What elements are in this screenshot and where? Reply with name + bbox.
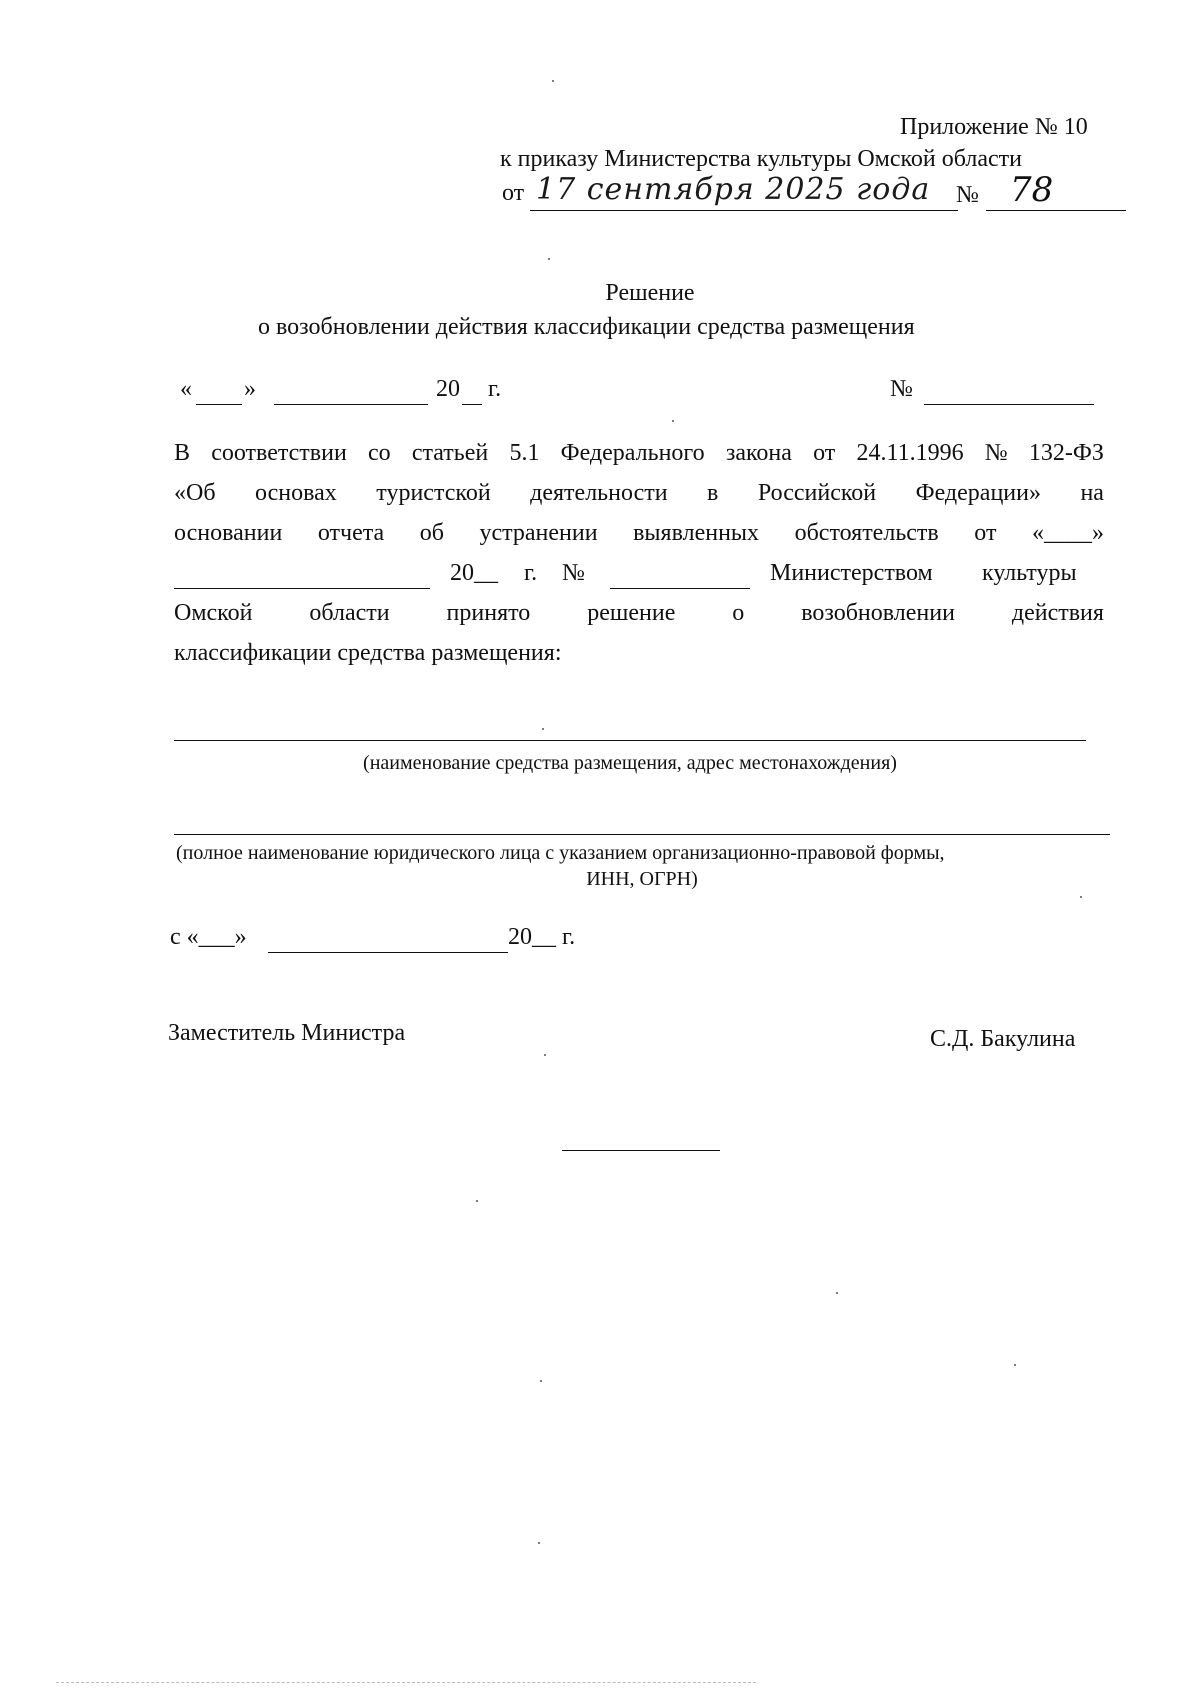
word: 5.1: [509, 440, 540, 466]
order-reference: к приказу Министерства культуры Омской области: [500, 146, 1022, 172]
word: обстоятельств: [794, 520, 939, 546]
year-suffix: г.: [488, 376, 502, 402]
word: закона: [725, 440, 792, 466]
decision-number-label: №: [890, 376, 913, 402]
word: со: [368, 440, 391, 466]
year-blank: [462, 404, 482, 405]
word: туристской: [376, 480, 491, 506]
word: о: [732, 600, 745, 626]
report-number-blank: [610, 588, 750, 589]
word: основании: [174, 520, 283, 546]
word: соответствии: [211, 440, 347, 466]
scan-speck: [548, 258, 550, 260]
scan-speck: [672, 420, 674, 422]
handwritten-number: 78: [1010, 170, 1054, 210]
word: деятельности: [530, 480, 668, 506]
word: основах: [255, 480, 337, 506]
word: отчета: [317, 520, 385, 546]
body-line-1: [174, 440, 1104, 467]
effective-date-blank: [268, 952, 508, 953]
scan-speck: [836, 1292, 838, 1294]
body-line-2: [174, 480, 1104, 507]
word: об: [419, 520, 444, 546]
scan-speck: [1014, 1364, 1016, 1366]
word: Омской: [174, 600, 253, 626]
word: действия: [1011, 600, 1104, 626]
scan-speck: [552, 80, 554, 82]
word: принято: [446, 600, 531, 626]
word: устранении: [479, 520, 598, 546]
word: В: [174, 440, 191, 466]
closing-separator: [562, 1150, 720, 1151]
word: области: [309, 600, 390, 626]
word: Российской: [757, 480, 877, 506]
word: 24.11.1996: [856, 440, 964, 466]
facility-caption: (наименование средства размещения, адрес местонахождения): [363, 752, 897, 774]
word: 132-ФЗ: [1028, 440, 1104, 466]
signatory-name: С.Д. Бакулина: [930, 1026, 1076, 1052]
date-prefix: от: [502, 180, 525, 206]
document-subtitle: о возобновлении действия классификации средства размещения: [258, 314, 915, 340]
scan-speck: [540, 1380, 542, 1382]
word: Федерального: [560, 440, 705, 466]
effective-date-year: 20__ г.: [508, 924, 576, 950]
ministry-word: Министерством: [770, 560, 933, 586]
word: «Об: [174, 480, 216, 506]
word: «____»: [1031, 520, 1104, 546]
word: в: [707, 480, 719, 506]
word: возобновлении: [801, 600, 955, 626]
number-underline: [986, 210, 1126, 211]
decision-number-blank: [924, 404, 1094, 405]
month-blank: [274, 404, 428, 405]
scan-speck: [1080, 896, 1082, 898]
scan-speck: [538, 1542, 540, 1544]
word: на: [1080, 480, 1104, 506]
document-title: Решение: [605, 280, 695, 306]
body-line-3: [174, 520, 1104, 547]
word: выявленных: [633, 520, 760, 546]
appendix-label: Приложение № 10: [900, 114, 1088, 140]
year-prefix: 20: [436, 376, 460, 402]
effective-date-prefix: с «___»: [170, 924, 247, 950]
word: Федерации»: [915, 480, 1041, 506]
word: решение: [587, 600, 676, 626]
facility-blank: [174, 740, 1086, 741]
word: от: [813, 440, 836, 466]
report-year: 20__: [450, 560, 498, 586]
day-blank: [196, 404, 242, 405]
scan-speck: [476, 1200, 478, 1202]
report-date-blank: [174, 588, 430, 589]
body-line-6: классификации средства размещения:: [174, 640, 562, 666]
scan-speck: [544, 1054, 546, 1056]
legal-entity-caption-line-2: ИНН, ОГРН): [586, 868, 698, 890]
signatory-position: Заместитель Министра: [168, 1020, 406, 1046]
word: статьей: [411, 440, 489, 466]
date-open-quote: «: [180, 376, 192, 402]
scan-speck: [542, 728, 544, 730]
report-number-label: №: [562, 560, 585, 586]
scan-edge-artifact: [56, 1682, 756, 1683]
word: №: [984, 440, 1008, 466]
handwritten-date: 17 сентября 2025 года: [536, 172, 931, 207]
culture-word: культуры: [982, 560, 1077, 586]
date-underline: [530, 210, 958, 211]
legal-entity-blank: [174, 834, 1110, 835]
date-close-quote: »: [244, 376, 256, 402]
header-number-label: №: [956, 182, 979, 208]
body-line-5: [174, 600, 1104, 627]
report-year-suffix: г.: [524, 560, 538, 586]
legal-entity-caption-line-1: (полное наименование юридического лица с указанием организационно-правовой формы,: [176, 842, 945, 864]
word: от: [974, 520, 997, 546]
